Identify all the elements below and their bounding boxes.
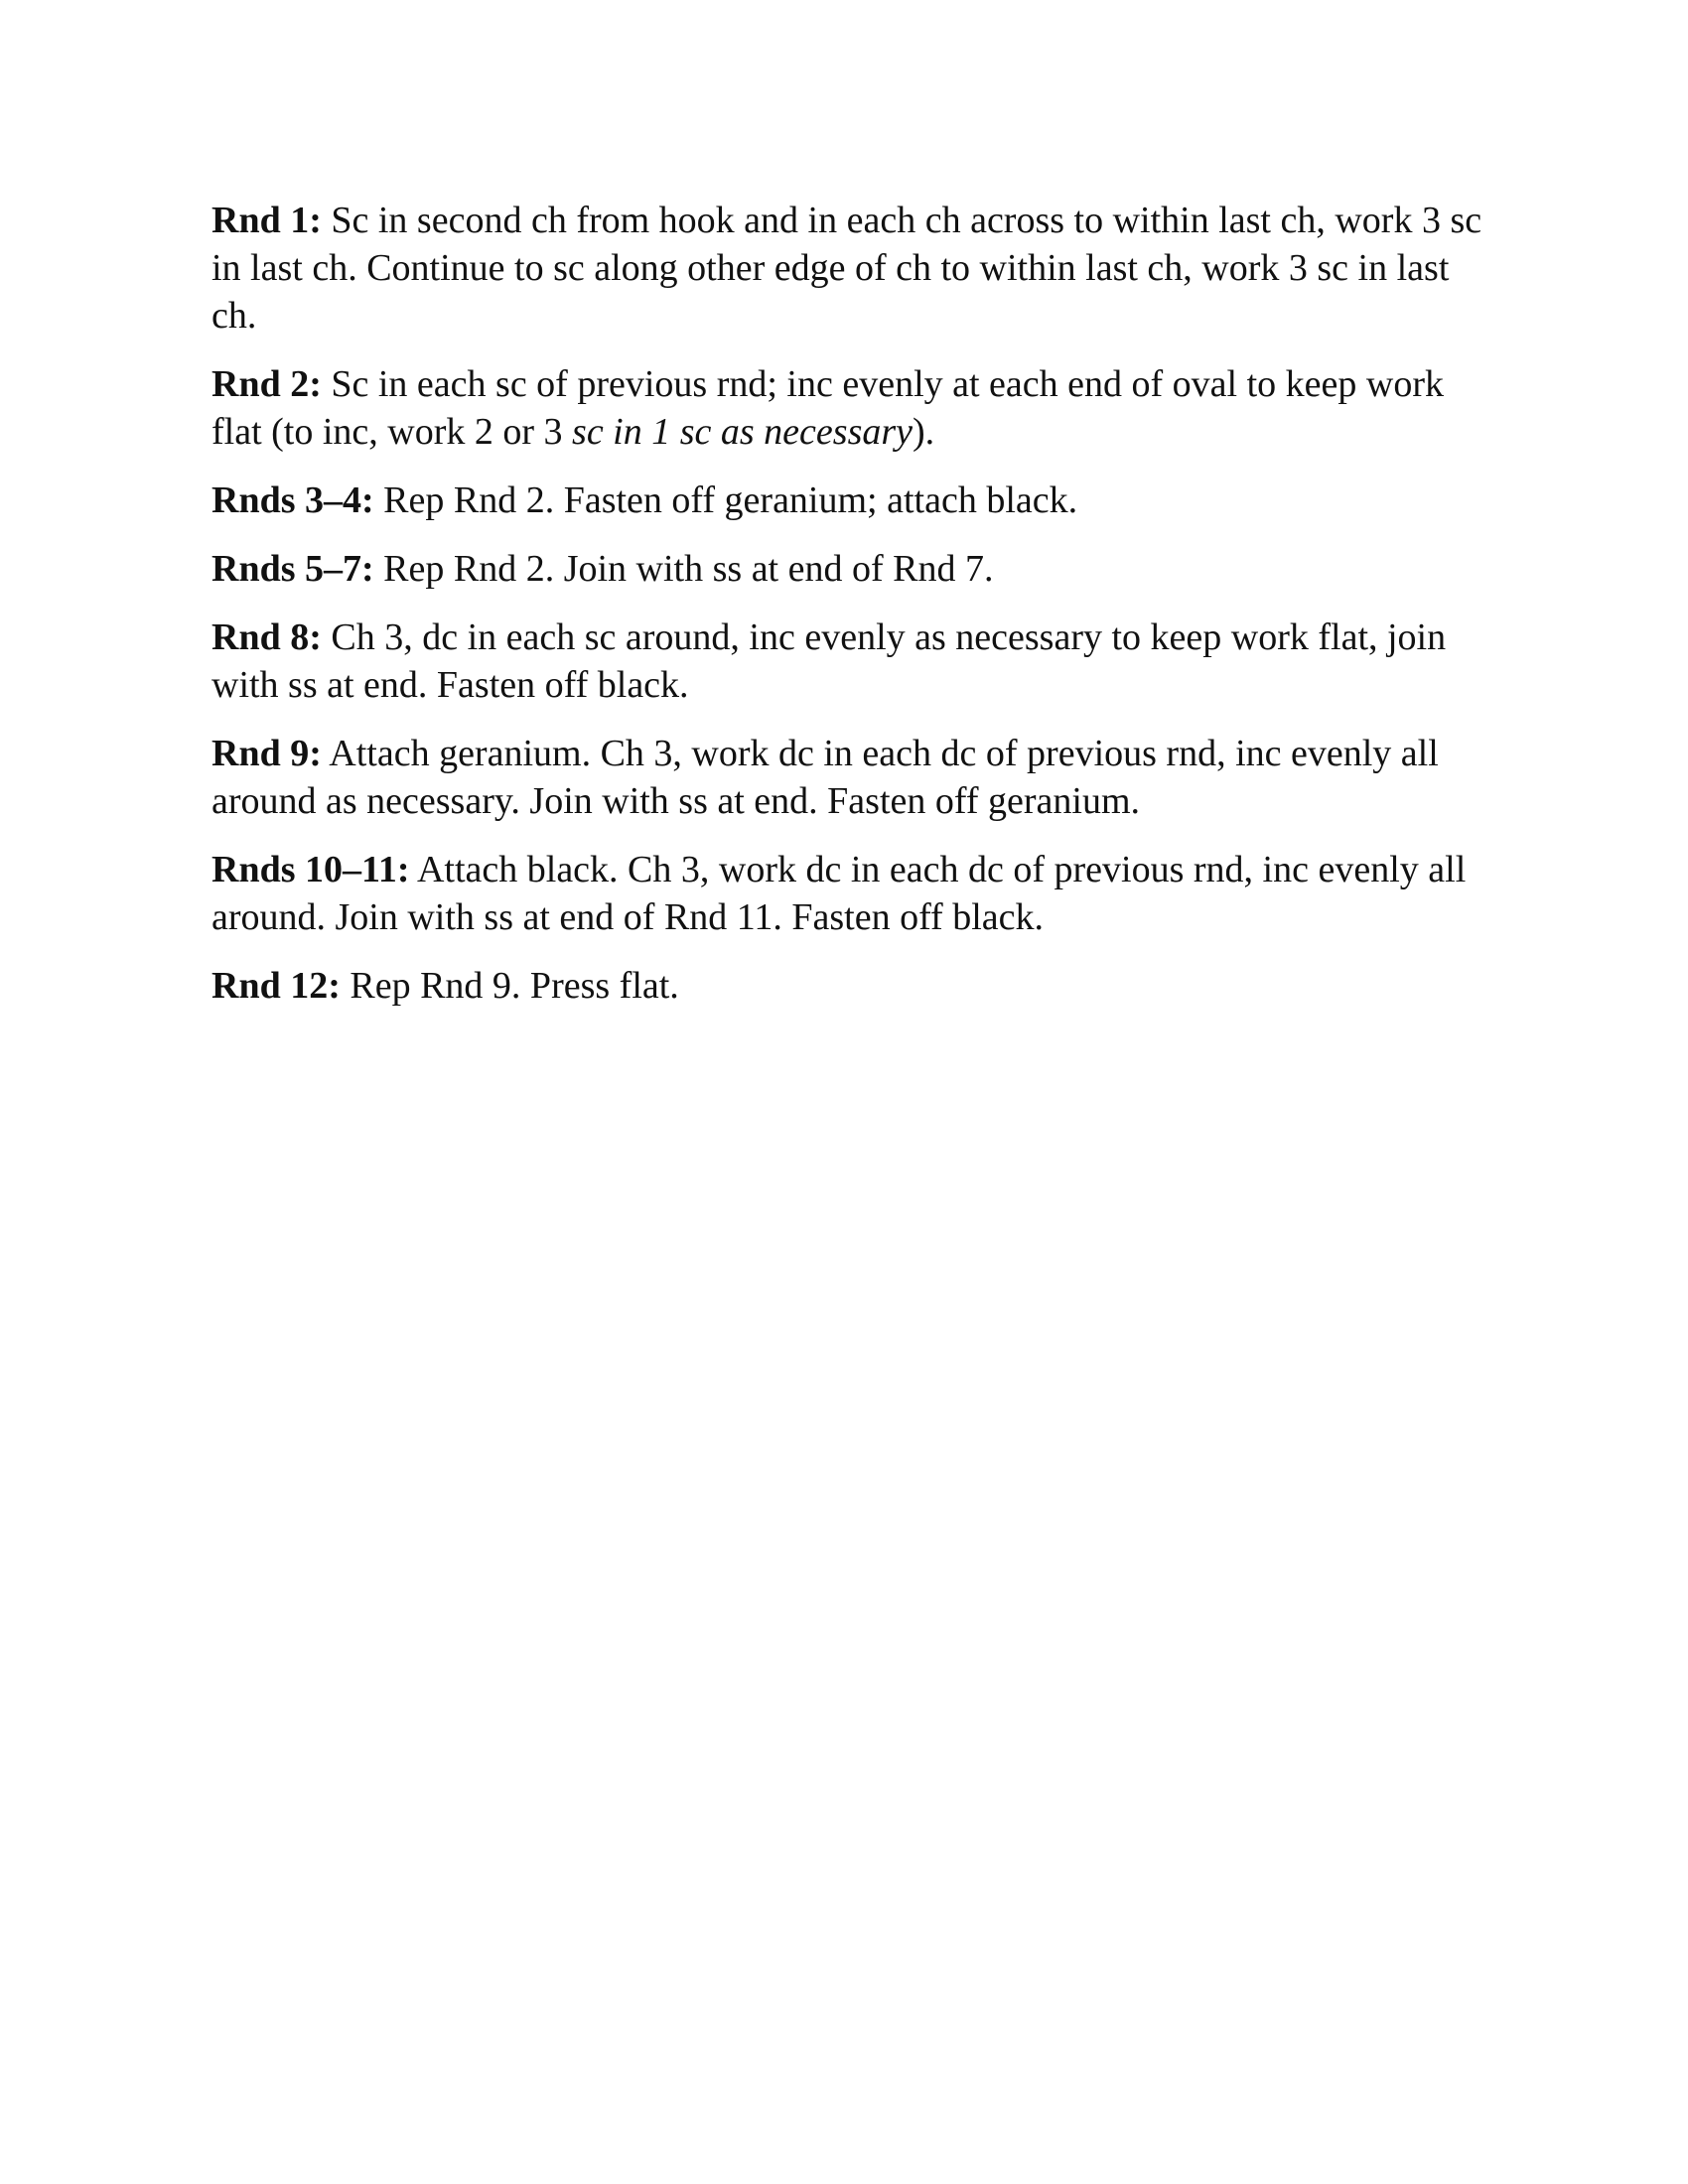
round-9-paragraph	[211, 730, 1502, 825]
round-2-paragraph	[211, 360, 1502, 456]
round-12-text: Rep Rnd 9. Press flat.	[340, 965, 679, 1007]
round-3-4-label: Rnds 3–4:	[211, 479, 374, 521]
round-5-7-label: Rnds 5–7:	[211, 548, 374, 590]
round-1-paragraph	[211, 197, 1502, 340]
round-5-7-paragraph	[211, 545, 1502, 593]
round-5-7-text: Rep Rnd 2. Join with ss at end of Rnd 7.	[373, 548, 994, 590]
round-8-label: Rnd 8:	[211, 616, 322, 658]
round-12-paragraph	[211, 962, 1502, 1010]
round-3-4-paragraph	[211, 477, 1502, 524]
round-2-label: Rnd 2:	[211, 363, 322, 405]
round-2-italic-text: sc in 1 sc as necessary	[572, 411, 914, 453]
round-10-11-label: Rnds 10–11:	[211, 849, 410, 890]
round-9-label: Rnd 9:	[211, 733, 322, 774]
round-8-text: Ch 3, dc in each sc around, inc evenly as necessary to keep work flat, join with ss at end. Fasten off black.	[211, 616, 1447, 706]
round-1-text: Sc in second ch from hook and in each ch across to within last ch, work 3 sc in last ch. Continue to sc along other edge of ch to within last ch, work 3 sc in last ch.	[211, 200, 1482, 337]
round-3-4-text: Rep Rnd 2. Fasten off geranium; attach black.	[373, 479, 1078, 521]
round-10-11-paragraph	[211, 846, 1502, 941]
round-9-text: Attach geranium. Ch 3, work dc in each dc of previous rnd, inc evenly all around as necessary. Join with ss at end. Fasten off geranium.	[211, 733, 1439, 822]
pattern-instructions	[211, 197, 1502, 1030]
round-10-11-text: Attach black. Ch 3, work dc in each dc of previous rnd, inc evenly all around. Join with ss at end of Rnd 11. Fasten off black.	[211, 849, 1467, 938]
round-8-paragraph	[211, 614, 1502, 709]
round-2-text: Sc in each sc of previous rnd; inc evenly at each end of oval to keep work flat (to inc, work 2 or 3	[211, 363, 1444, 453]
round-2-text-end: ).	[913, 411, 935, 453]
round-12-label: Rnd 12:	[211, 965, 341, 1007]
round-1-label: Rnd 1:	[211, 200, 322, 241]
